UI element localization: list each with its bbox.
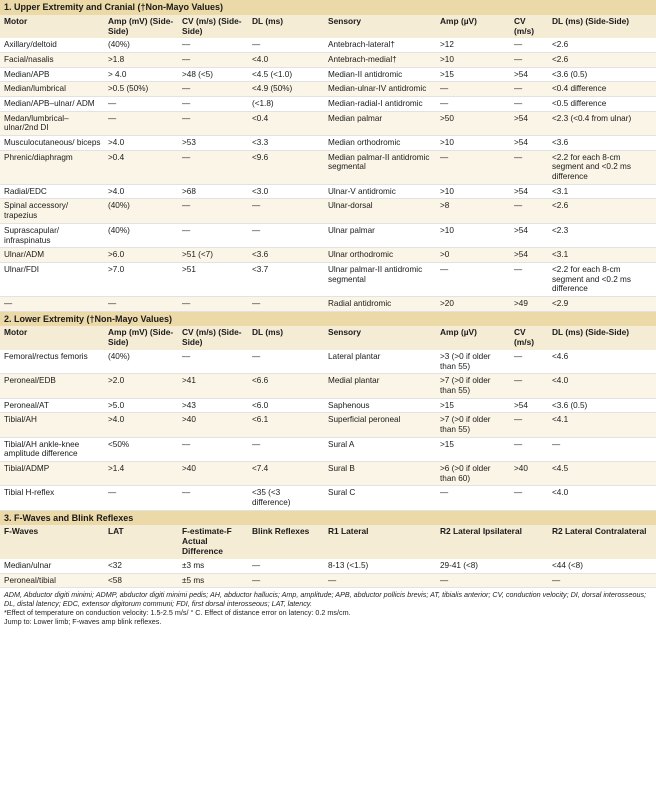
- table-cell: —: [248, 573, 324, 588]
- table-cell: >15: [436, 67, 510, 82]
- table-cell: Medial plantar: [324, 374, 436, 398]
- table-row: [0, 486, 656, 510]
- table-row: [0, 223, 656, 247]
- table-cell: —: [104, 486, 178, 510]
- column-header: Sensory: [324, 326, 436, 350]
- table-cell: >7 (>0 if older than 55): [436, 374, 510, 398]
- table-cell: <4.0: [548, 486, 656, 510]
- table-cell: —: [510, 262, 548, 296]
- table-cell: Median-radial-I antidromic: [324, 97, 436, 112]
- column-header: Amp (mV) (Side-Side): [104, 15, 178, 39]
- table-cell: <2.2 for each 8-cm segment and <0.2 ms difference: [548, 262, 656, 296]
- table-cell: <0.5 difference: [548, 97, 656, 112]
- table-cell: —: [178, 486, 248, 510]
- table-cell: >40: [178, 462, 248, 486]
- table-cell: <0.4: [248, 111, 324, 135]
- table-cell: —: [178, 53, 248, 68]
- table-cell: >43: [178, 398, 248, 413]
- table-cell: >54: [510, 111, 548, 135]
- table-cell: >2.0: [104, 374, 178, 398]
- table-cell: <4.0: [548, 374, 656, 398]
- table-cell: >54: [510, 248, 548, 263]
- column-header: Amp (µV): [436, 326, 510, 350]
- table-cell: —: [510, 53, 548, 68]
- table-cell: —: [510, 199, 548, 223]
- table-cell: >10: [436, 136, 510, 151]
- column-header: CV (m/s) (Side-Side): [178, 15, 248, 39]
- table-cell: <3.1: [548, 248, 656, 263]
- abbreviations-note: ADM, Abductor digiti minimi; ADMP, abductor digiti minimi pedis; AH, abductor hallucis; Amp, amplitude; APB, abductor pollicis brevis; AT, tibialis anterior; CV, conduction velocity; DI, dorsal interosseous; DL, distal latency; EDC, extensor digitorum communi; FDI, first dorsal interosseous; LAT, latency.: [4, 590, 647, 609]
- section-title: 3. F-Waves and Blink Reflexes: [0, 510, 656, 525]
- table-cell: >41: [178, 374, 248, 398]
- table-row: [0, 437, 656, 461]
- table-cell: (<1.8): [248, 97, 324, 112]
- table-cell: Musculocutaneous/ biceps: [0, 136, 104, 151]
- column-header: Amp (µV): [436, 15, 510, 39]
- jump-to-links[interactable]: Jump to: Lower limb; F-waves amp blink reflexes.: [4, 617, 162, 627]
- table-cell: <3.6: [248, 248, 324, 263]
- table-cell: —: [510, 82, 548, 97]
- table-cell: —: [178, 223, 248, 247]
- column-header: F-Waves: [0, 525, 104, 559]
- table-cell: Sural A: [324, 437, 436, 461]
- temperature-note: *Effect of temperature on conduction velocity: 1.5-2.5 m/s/ ° C. Effect of distance error on latency: 0.2 ms/cm.: [4, 608, 351, 618]
- table-cell: —: [178, 97, 248, 112]
- table-cell: (40%): [104, 199, 178, 223]
- table-cell: >7 (>0 if older than 55): [436, 413, 510, 437]
- table-cell: <3.1: [548, 184, 656, 199]
- column-header: LAT: [104, 525, 178, 559]
- table-row: [0, 296, 656, 311]
- table-cell: Antebrach-medial†: [324, 53, 436, 68]
- table-cell: Median orthodromic: [324, 136, 436, 151]
- column-header: Motor: [0, 326, 104, 350]
- table-cell: >54: [510, 136, 548, 151]
- table-cell: —: [436, 82, 510, 97]
- section-title-row: [0, 311, 656, 326]
- table-cell: —: [510, 97, 548, 112]
- table-cell: <6.0: [248, 398, 324, 413]
- table-row: [0, 184, 656, 199]
- table-cell: <3.7: [248, 262, 324, 296]
- table-cell: Tibial/ADMP: [0, 462, 104, 486]
- table-row: [0, 53, 656, 68]
- table-cell: (40%): [104, 350, 178, 374]
- table-cell: <4.5 (<1.0): [248, 67, 324, 82]
- table-cell: <2.3: [548, 223, 656, 247]
- table-cell: >6 (>0 if older than 60): [436, 462, 510, 486]
- table-cell: 29-41 (<8): [436, 559, 548, 573]
- table-cell: <3.6 (0.5): [548, 67, 656, 82]
- table-cell: —: [510, 374, 548, 398]
- table-cell: 8-13 (<1.5): [324, 559, 436, 573]
- table-cell: —: [248, 437, 324, 461]
- table-cell: Median/APB: [0, 67, 104, 82]
- table-cell: <2.9: [548, 296, 656, 311]
- table-cell: —: [510, 413, 548, 437]
- table-cell: Spinal accessory/ trapezius: [0, 199, 104, 223]
- column-header: Sensory: [324, 15, 436, 39]
- table-cell: —: [248, 296, 324, 311]
- table-cell: Ulnar palmar-II antidromic segmental: [324, 262, 436, 296]
- table-cell: Ulnar/FDI: [0, 262, 104, 296]
- table-cell: —: [510, 350, 548, 374]
- table-cell: —: [510, 486, 548, 510]
- table-cell: ±5 ms: [178, 573, 248, 588]
- table-cell: —: [436, 573, 548, 588]
- section-title-row: [0, 0, 656, 15]
- table-row: [0, 248, 656, 263]
- table-cell: Femoral/rectus femoris: [0, 350, 104, 374]
- table-cell: Peroneal/tibial: [0, 573, 104, 588]
- table-cell: —: [0, 296, 104, 311]
- table-cell: <32: [104, 559, 178, 573]
- table-cell: —: [510, 437, 548, 461]
- table-row: [0, 136, 656, 151]
- table-cell: —: [178, 350, 248, 374]
- table-cell: >8: [436, 199, 510, 223]
- column-header: R2 Lateral Contralateral: [548, 525, 656, 559]
- table-cell: Facial/nasalis: [0, 53, 104, 68]
- table-cell: >40: [510, 462, 548, 486]
- table-cell: >54: [510, 67, 548, 82]
- table-row: [0, 111, 656, 135]
- table-cell: Median palmar: [324, 111, 436, 135]
- table-cell: Sural C: [324, 486, 436, 510]
- table-cell: >49: [510, 296, 548, 311]
- table-cell: <4.9 (50%): [248, 82, 324, 97]
- table-cell: —: [178, 38, 248, 52]
- table-cell: Ulnar-dorsal: [324, 199, 436, 223]
- table-cell: Tibial/AH ankle-knee amplitude difference: [0, 437, 104, 461]
- table-row: [0, 398, 656, 413]
- table-cell: <3.6 (0.5): [548, 398, 656, 413]
- table-cell: Peroneal/EDB: [0, 374, 104, 398]
- table-row: [0, 413, 656, 437]
- table-cell: >54: [510, 398, 548, 413]
- column-header: DL (ms) (Side-Side): [548, 326, 656, 350]
- table-cell: >10: [436, 53, 510, 68]
- table-cell: >54: [510, 223, 548, 247]
- table-cell: Tibial H-reflex: [0, 486, 104, 510]
- table-cell: —: [178, 437, 248, 461]
- column-header: DL (ms): [248, 326, 324, 350]
- table-cell: Radial antidromic: [324, 296, 436, 311]
- section-title: 2. Lower Extremity (†Non-Mayo Values): [0, 311, 656, 326]
- table-cell: <44 (<8): [548, 559, 656, 573]
- table-cell: >5.0: [104, 398, 178, 413]
- section-title-row: [0, 510, 656, 525]
- table-cell: >0.4: [104, 150, 178, 184]
- table-cell: —: [324, 573, 436, 588]
- column-header: R2 Lateral Ipsilateral: [436, 525, 548, 559]
- table-cell: —: [248, 559, 324, 573]
- table-cell: —: [178, 296, 248, 311]
- table-cell: >68: [178, 184, 248, 199]
- table-cell: Ulnar-V antidromic: [324, 184, 436, 199]
- table-cell: Tibial/AH: [0, 413, 104, 437]
- table-cell: Radial/EDC: [0, 184, 104, 199]
- table-cell: <2.6: [548, 53, 656, 68]
- table-row: [0, 559, 656, 573]
- table-cell: —: [510, 38, 548, 52]
- header-row: [0, 15, 656, 39]
- table-cell: >12: [436, 38, 510, 52]
- table-cell: >10: [436, 223, 510, 247]
- table-cell: <50%: [104, 437, 178, 461]
- table-cell: >51 (<7): [178, 248, 248, 263]
- table-cell: —: [248, 223, 324, 247]
- table-cell: >4.0: [104, 184, 178, 199]
- table-cell: >54: [510, 184, 548, 199]
- table-cell: >15: [436, 437, 510, 461]
- table-row: [0, 462, 656, 486]
- table-cell: <7.4: [248, 462, 324, 486]
- table-cell: <2.6: [548, 38, 656, 52]
- table-row: [0, 67, 656, 82]
- column-header: Motor: [0, 15, 104, 39]
- table-cell: Phrenic/diaphragm: [0, 150, 104, 184]
- table-cell: Sural B: [324, 462, 436, 486]
- table-cell: —: [104, 111, 178, 135]
- table-cell: —: [178, 199, 248, 223]
- table-cell: —: [436, 97, 510, 112]
- table-cell: >3 (>0 if older than 55): [436, 350, 510, 374]
- table-cell: Saphenous: [324, 398, 436, 413]
- table-cell: Median/lumbrical: [0, 82, 104, 97]
- table-cell: —: [510, 150, 548, 184]
- table-cell: Peroneal/AT: [0, 398, 104, 413]
- table-row: [0, 573, 656, 588]
- column-header: R1 Lateral: [324, 525, 436, 559]
- table-cell: >53: [178, 136, 248, 151]
- table-cell: <0.4 difference: [548, 82, 656, 97]
- table-cell: >40: [178, 413, 248, 437]
- table-cell: Median-ulnar-IV antidromic: [324, 82, 436, 97]
- section-title: 1. Upper Extremity and Cranial (†Non-Mayo Values): [0, 0, 656, 15]
- table-row: [0, 199, 656, 223]
- table-cell: —: [178, 82, 248, 97]
- table-cell: <2.3 (<0.4 from ulnar): [548, 111, 656, 135]
- table-cell: >4.0: [104, 136, 178, 151]
- column-header: CV (m/s): [510, 326, 548, 350]
- table-row: [0, 374, 656, 398]
- table-cell: >6.0: [104, 248, 178, 263]
- table-cell: <4.5: [548, 462, 656, 486]
- table-cell: <2.6: [548, 199, 656, 223]
- table-cell: <3.6: [548, 136, 656, 151]
- table-cell: —: [178, 111, 248, 135]
- table-cell: <4.1: [548, 413, 656, 437]
- table-cell: —: [248, 350, 324, 374]
- table-cell: >1.4: [104, 462, 178, 486]
- table-cell: Axillary/deltoid: [0, 38, 104, 52]
- table-cell: <9.6: [248, 150, 324, 184]
- table-cell: (40%): [104, 223, 178, 247]
- header-row: [0, 525, 656, 559]
- table-cell: <6.6: [248, 374, 324, 398]
- column-header: CV (m/s) (Side-Side): [178, 326, 248, 350]
- column-header: CV (m/s): [510, 15, 548, 39]
- table-cell: Suprascapular/ infraspinatus: [0, 223, 104, 247]
- header-row: [0, 326, 656, 350]
- column-header: DL (ms) (Side-Side): [548, 15, 656, 39]
- table-cell: Median/ulnar: [0, 559, 104, 573]
- table-cell: >10: [436, 184, 510, 199]
- table-cell: —: [248, 199, 324, 223]
- table-cell: >1.8: [104, 53, 178, 68]
- table-cell: ±3 ms: [178, 559, 248, 573]
- table-cell: —: [548, 573, 656, 588]
- table-cell: >0: [436, 248, 510, 263]
- footnotes: [0, 588, 656, 628]
- table-cell: <35 (<3 difference): [248, 486, 324, 510]
- table-cell: Lateral plantar: [324, 350, 436, 374]
- column-header: F-estimate-F Actual Difference: [178, 525, 248, 559]
- table-cell: —: [178, 150, 248, 184]
- table-cell: <3.0: [248, 184, 324, 199]
- table-cell: >51: [178, 262, 248, 296]
- table-cell: —: [436, 262, 510, 296]
- table-cell: >50: [436, 111, 510, 135]
- table-cell: > 4.0: [104, 67, 178, 82]
- table-cell: Ulnar/ADM: [0, 248, 104, 263]
- table-row: [0, 350, 656, 374]
- table-row: [0, 97, 656, 112]
- table-cell: —: [548, 437, 656, 461]
- table-cell: <2.2 for each 8-cm segment and <0.2 ms difference: [548, 150, 656, 184]
- table-cell: Ulnar palmar: [324, 223, 436, 247]
- table-cell: Ulnar orthodromic: [324, 248, 436, 263]
- table-cell: Median palmar-II antidromic segmental: [324, 150, 436, 184]
- table-cell: >0.5 (50%): [104, 82, 178, 97]
- table-row: [0, 150, 656, 184]
- table-cell: (40%): [104, 38, 178, 52]
- table-cell: <4.0: [248, 53, 324, 68]
- table-cell: Antebrach-lateral†: [324, 38, 436, 52]
- table-cell: <3.3: [248, 136, 324, 151]
- table-row: [0, 38, 656, 52]
- table-cell: —: [436, 486, 510, 510]
- table-cell: <6.1: [248, 413, 324, 437]
- column-header: DL (ms): [248, 15, 324, 39]
- table-cell: Median/APB–ulnar/ ADM: [0, 97, 104, 112]
- table-cell: >15: [436, 398, 510, 413]
- column-header: Blink Reflexes: [248, 525, 324, 559]
- table-cell: >7.0: [104, 262, 178, 296]
- table-cell: <4.6: [548, 350, 656, 374]
- table-cell: Median-II antidromic: [324, 67, 436, 82]
- table-cell: Superficial peroneal: [324, 413, 436, 437]
- table-cell: >4.0: [104, 413, 178, 437]
- table-cell: >20: [436, 296, 510, 311]
- table-row: [0, 262, 656, 296]
- table-cell: —: [104, 296, 178, 311]
- table-cell: <58: [104, 573, 178, 588]
- table-cell: >48 (<5): [178, 67, 248, 82]
- table-cell: —: [248, 38, 324, 52]
- table-cell: Medan/lumbrical– ulnar/2nd DI: [0, 111, 104, 135]
- table-row: [0, 82, 656, 97]
- table-cell: —: [436, 150, 510, 184]
- column-header: Amp (mV) (Side-Side): [104, 326, 178, 350]
- table-cell: —: [104, 97, 178, 112]
